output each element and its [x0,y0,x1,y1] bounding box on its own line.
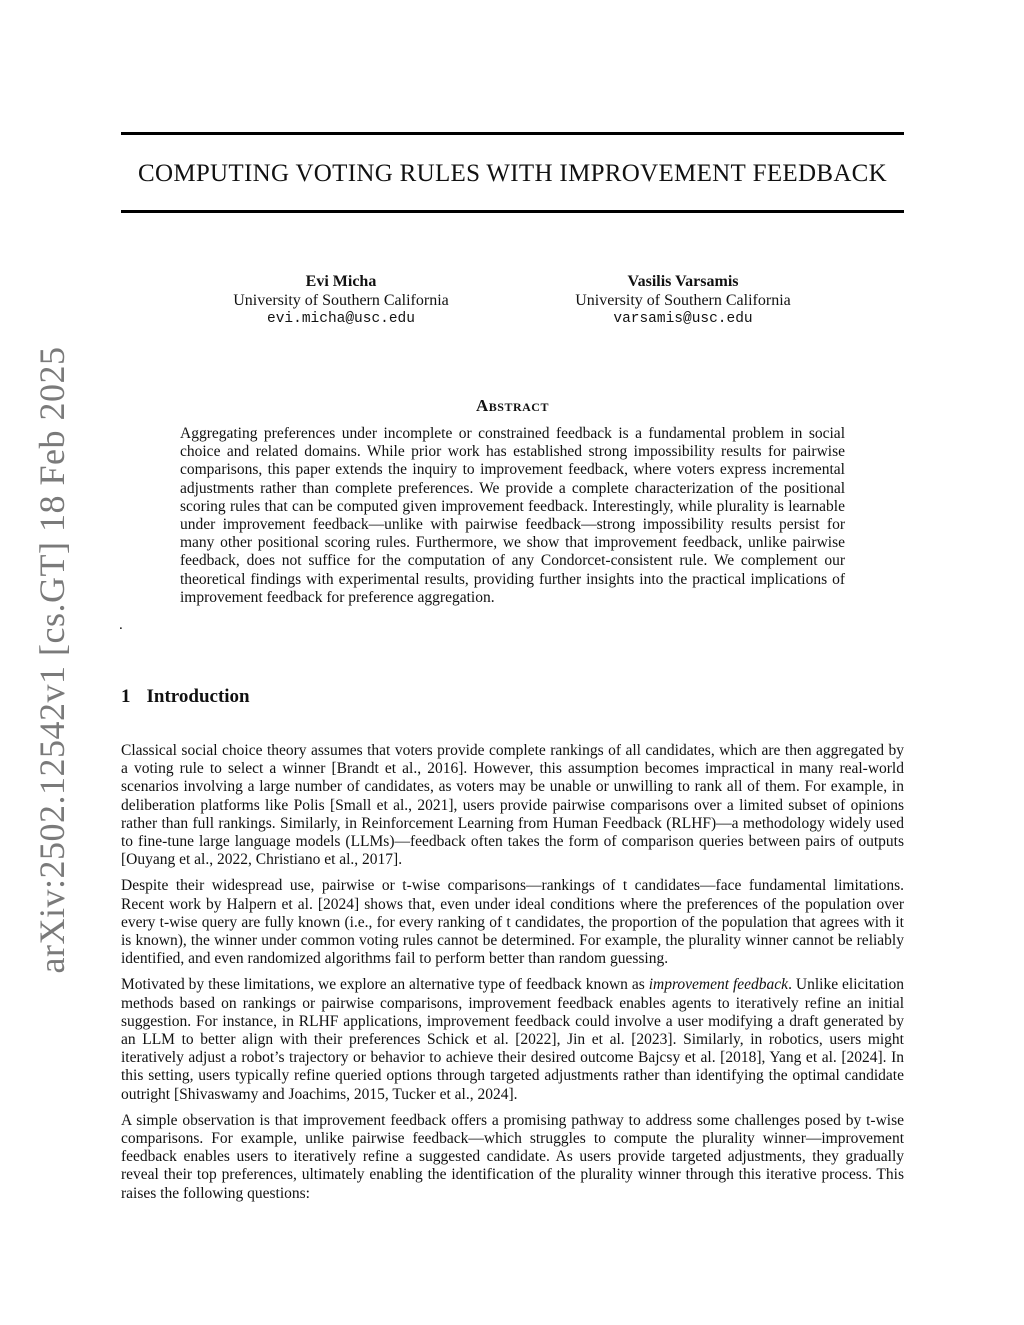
author-affiliation: University of Southern California [233,291,449,309]
section-title: Introduction [146,686,250,707]
section-heading [121,686,250,708]
abstract-text: Aggregating preferences under incomplete or constrained feedback is a fundamental problem in social choice and related domains. While prior work has established strong impossibility results for pairwise comparisons, this paper extends the inquiry to improvement feedback, where voters express incremental adjustments rather than complete preferences. We provide a complete characterization of the positional scoring rules that can be computed given improvement feedback. Interestingly, while plurality is learnable under improvement feedback—unlike with pairwise feedback—strong impossibility results persist for many other positional scoring rules. Furthermore, we show that improvement feedback, unlike pairwise feedback, does not suffice for the computation of any Condorcet-consistent rule. We complement our theoretical findings with experimental results, providing further insights into the practical implications of improvement feedback for preference aggregation. [180,425,845,606]
author-email: evi.micha@usc.edu [267,311,415,327]
author-name: Evi Micha [305,273,377,290]
paragraph: A simple observation is that improvement feedback offers a promising pathway to address some challenges posed by t-wise comparisons. For example, unlike pairwise feedback—which struggles to compute the plurality winner—improvement feedback enables users to iteratively refine a suggested candidate. As users provide targeted adjustments, they gradually reveal their top preferences, ultimately enabling the identification of the plurality winner through this iterative process. This raises the following questions: [121,1111,904,1202]
author-email: varsamis@usc.edu [613,311,753,327]
abstract-heading: Abstract [476,396,549,415]
author-block [493,273,873,329]
author-name: Vasilis Varsamis [627,273,739,290]
paragraph: Motivated by these limitations, we explore an alternative type of feedback known as improvement feedback. Unlike elicitation methods based on rankings or pairwise comparisons, improvement feedback enables agents to iteratively refine an initial suggestion. For instance, in RLHF applications, improvement feedback could involve a user modifying a draft generated by an LLM to better align with their preferences Schick et al. [2022], Jin et al. [2023]. Similarly, in robotics, users might iteratively adjust a robot’s trajectory or behavior to achieve their desired outcome Bajcsy et al. [2018], Yang et al. [2024]. In this setting, users typically refine queried options through targeted adjustments rather than identifying the optimal candidate outright [Shivaswamy and Joachims, 2015, Tucker et al., 2024]. [121,976,904,1103]
body-text [121,742,904,1211]
title-rule-bottom [121,210,904,213]
paragraph: Classical social choice theory assumes that voters provide complete rankings of all candidates, which are then aggregated by a voting rule to select a winner [Brandt et al., 2016]. However, this assumption becomes impractical in many real-world scenarios involving a large number of candidates, as voters may be unable or unwilling to rank all of them. For example, in deliberation platforms like Polis [Small et al., 2021], users provide pairwise comparisons over a limited subset of opinions rather than full rankings. Similarly, in Reinforcement Learning from Human Feedback (RLHF)—a methodology widely used to fine-tune large language models (LLMs)—feedback often takes the form of comparison queries between pairs of outputs [Ouyang et al., 2022, Christiano et al., 2017]. [121,742,904,869]
arxiv-identifier: arXiv:2502.12542v1 [cs.GT] 18 Feb 2025 [32,346,72,974]
author-block [151,273,531,329]
section-number: 1 [121,686,131,707]
paragraph: Despite their widespread use, pairwise or t-wise comparisons—rankings of t candidates—face fundamental limitations. Recent work by Halpern et al. [2024] shows that, even under ideal conditions where the preferences of the population over every t-wise query are fully known (i.e., for every ranking of t candidates, the proportion of the population that agrees with it is known), the winner under common voting rules cannot be determined. For example, the plurality winner cannot be reliably identified, and even randomized algorithms fail to perform better than random guessing. [121,877,904,968]
emphasis-term: improvement feedback [648,976,789,994]
author-affiliation: University of Southern California [575,291,791,309]
title-rule-top [121,132,904,135]
stray-dot: . [119,617,123,633]
paper-title: COMPUTING VOTING RULES WITH IMPROVEMENT FEEDBACK [137,160,888,187]
